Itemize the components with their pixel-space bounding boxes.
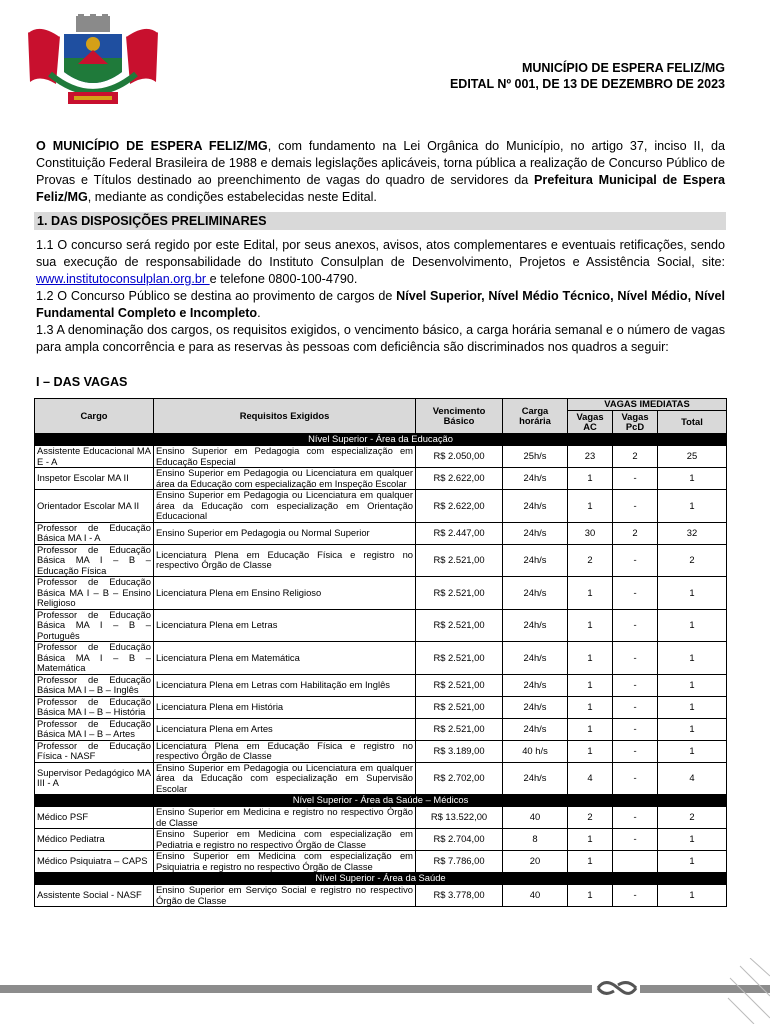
cell-cargo: Professor de Educação Básica MA I – B – Educação Física xyxy=(35,544,154,577)
cell-vagas-pcd: - xyxy=(613,740,658,762)
cell-requisitos: Ensino Superior em Pedagogia com especialização em Educação Especial xyxy=(154,446,416,468)
cell-requisitos: Licenciatura Plena em Educação Física e registro no respectivo Órgão de Classe xyxy=(154,544,416,577)
cell-total: 1 xyxy=(658,718,727,740)
cell-carga: 24h/s xyxy=(503,718,568,740)
chain-link-icon xyxy=(592,975,640,1001)
header-vagas-pcd: Vagas PcD xyxy=(613,411,658,434)
cell-carga: 20 xyxy=(503,851,568,873)
cell-requisitos: Ensino Superior em Pedagogia ou Licenciatura em qualquer área da Educação com especialização em Orientação Educacional xyxy=(154,490,416,523)
cell-requisitos: Licenciatura Plena em História xyxy=(154,696,416,718)
cell-vencimento: R$ 2.521,00 xyxy=(416,642,503,675)
cell-requisitos: Ensino Superior em Medicina e registro no respectivo Órgão de Classe xyxy=(154,807,416,829)
cell-vagas-pcd: - xyxy=(613,829,658,851)
cell-vagas-pcd: - xyxy=(613,468,658,490)
cell-vencimento: R$ 7.786,00 xyxy=(416,851,503,873)
cell-requisitos: Ensino Superior em Pedagogia ou Licenciatura em qualquer área da Educação com especialização em Supervisão Escolar xyxy=(154,762,416,795)
table-row xyxy=(35,740,727,762)
cell-total: 2 xyxy=(658,807,727,829)
table-row xyxy=(35,642,727,675)
cell-vagas-ac: 23 xyxy=(568,446,613,468)
table-row xyxy=(35,718,727,740)
section-title: 1. DAS DISPOSIÇÕES PRELIMINARES xyxy=(34,212,726,230)
cell-requisitos: Licenciatura Plena em Matemática xyxy=(154,642,416,675)
table-row xyxy=(35,468,727,490)
consulplan-link[interactable]: www.institutoconsulplan.org.br xyxy=(36,272,210,286)
cell-vagas-ac: 1 xyxy=(568,740,613,762)
cell-vagas-ac: 4 xyxy=(568,762,613,795)
cell-vencimento: R$ 13.522,00 xyxy=(416,807,503,829)
cell-carga: 24h/s xyxy=(503,674,568,696)
cell-vagas-pcd: - xyxy=(613,885,658,907)
cell-vagas-pcd: - xyxy=(613,762,658,795)
cell-cargo: Professor de Educação Física - NASF xyxy=(35,740,154,762)
cell-vagas-ac: 1 xyxy=(568,829,613,851)
cell-vencimento: R$ 2.521,00 xyxy=(416,718,503,740)
cell-vagas-ac: 1 xyxy=(568,851,613,873)
table-body xyxy=(35,434,727,907)
cell-vencimento: R$ 3.778,00 xyxy=(416,885,503,907)
cell-vagas-ac: 2 xyxy=(568,807,613,829)
header-vencimento: Vencimento Básico xyxy=(416,399,503,434)
cell-requisitos: Licenciatura Plena em Letras com Habilitação em Inglês xyxy=(154,674,416,696)
intro-text2: , mediante as condições estabelecidas neste Edital. xyxy=(87,190,377,204)
intro-bold-prefeitura: Prefeitura Municipal de Espera Feliz/MG xyxy=(36,173,725,204)
cell-vencimento: R$ 2.521,00 xyxy=(416,609,503,642)
table-row xyxy=(35,522,727,544)
table-row xyxy=(35,609,727,642)
cell-vagas-ac: 1 xyxy=(568,642,613,675)
cell-vagas-pcd: - xyxy=(613,577,658,610)
section-header-label: Nível Superior - Área da Saúde – Médicos xyxy=(35,795,727,807)
header-municipio: MUNICÍPIO xyxy=(521,61,588,75)
cell-cargo: Professor de Educação Básica MA I – B – História xyxy=(35,696,154,718)
cell-requisitos: Licenciatura Plena em Letras xyxy=(154,609,416,642)
paragraph-1-2 xyxy=(36,288,725,322)
cell-vagas-ac: 1 xyxy=(568,577,613,610)
cell-vencimento: R$ 2.521,00 xyxy=(416,696,503,718)
cell-carga: 40 xyxy=(503,885,568,907)
cell-cargo: Médico Pediatra xyxy=(35,829,154,851)
cell-total: 2 xyxy=(658,544,727,577)
cell-total: 25 xyxy=(658,446,727,468)
p12-end: . xyxy=(257,306,261,320)
cell-carga: 40 h/s xyxy=(503,740,568,762)
cell-total: 1 xyxy=(658,696,727,718)
table-row xyxy=(35,696,727,718)
p12-text: 1.2 O Concurso Público se destina ao provimento de cargos de xyxy=(36,289,397,303)
edital-number: EDITAL Nº 001, DE 13 DE DEZEMBRO DE 2023 xyxy=(449,77,725,91)
cell-vagas-pcd: - xyxy=(613,642,658,675)
cell-vencimento: R$ 2.447,00 xyxy=(416,522,503,544)
cell-vencimento: R$ 2.521,00 xyxy=(416,544,503,577)
cell-vencimento: R$ 2.521,00 xyxy=(416,674,503,696)
cell-vagas-pcd: 2 xyxy=(613,446,658,468)
cell-requisitos: Licenciatura Plena em Artes xyxy=(154,718,416,740)
cell-total: 1 xyxy=(658,609,727,642)
intro-bold-municipio: O MUNICÍPIO DE ESPERA FELIZ/MG xyxy=(36,139,268,153)
cell-vagas-pcd: - xyxy=(613,696,658,718)
cell-cargo: Assistente Educacional MA E - A xyxy=(35,446,154,468)
paragraph-1-1 xyxy=(36,237,725,288)
cell-carga: 24h/s xyxy=(503,522,568,544)
cell-requisitos: Licenciatura Plena em Ensino Religioso xyxy=(154,577,416,610)
cell-requisitos: Ensino Superior em Pedagogia ou Normal Superior xyxy=(154,522,416,544)
table-row xyxy=(35,446,727,468)
cell-vagas-ac: 1 xyxy=(568,609,613,642)
table-row xyxy=(35,762,727,795)
cell-vagas-ac: 30 xyxy=(568,522,613,544)
cell-vagas-pcd: - xyxy=(613,544,658,577)
cell-cargo: Professor de Educação Básica MA I – B – Ensino Religioso xyxy=(35,577,154,610)
cell-total: 1 xyxy=(658,468,727,490)
cell-cargo: Inspetor Escolar MA II xyxy=(35,468,154,490)
table-row xyxy=(35,674,727,696)
cell-requisitos: Ensino Superior em Pedagogia ou Licenciatura em qualquer área da Educação com especialização em Inspeção Escolar xyxy=(154,468,416,490)
coat-of-arms-icon xyxy=(20,14,166,110)
cell-requisitos: Ensino Superior em Serviço Social e registro no respectivo Órgão de Classe xyxy=(154,885,416,907)
cell-vagas-pcd: - xyxy=(613,609,658,642)
cell-carga: 24h/s xyxy=(503,696,568,718)
intro-text1: , com fundamento na Lei Orgânica do Município, no artigo 37, inciso II, da Constituição Federal Brasileira de 1988 e demais legislações aplicáveis, torna pública a realização de Concurso Público de Provas e Títulos destinado ao preenchimento de vagas do quadro de servidores da xyxy=(36,139,725,187)
cell-vagas-pcd: - xyxy=(613,807,658,829)
cell-total: 1 xyxy=(658,851,727,873)
cell-carga: 8 xyxy=(503,829,568,851)
cell-carga: 24h/s xyxy=(503,544,568,577)
paragraph-1-3: 1.3 A denominação dos cargos, os requisitos exigidos, o vencimento básico, a carga horária semanal e o número de vagas para ampla concorrência e para as reservas às pessoas com deficiência são discriminados nos quadros a seguir: xyxy=(36,323,725,354)
section-header-label: Nível Superior - Área da Saúde xyxy=(35,873,727,885)
table-row xyxy=(35,807,727,829)
cell-total: 32 xyxy=(658,522,727,544)
cell-vencimento: R$ 2.622,00 xyxy=(416,490,503,523)
cell-total: 1 xyxy=(658,740,727,762)
cell-total: 1 xyxy=(658,885,727,907)
table-row xyxy=(35,490,727,523)
header-vagas-ac: Vagas AC xyxy=(568,411,613,434)
cell-cargo: Professor de Educação Básica MA I - A xyxy=(35,522,154,544)
cell-requisitos: Ensino Superior em Medicina com especialização em Pediatria e registro no respectivo Órgão de Classe xyxy=(154,829,416,851)
table-section-header xyxy=(35,795,727,807)
cell-carga: 24h/s xyxy=(503,762,568,795)
vagas-title: I – DAS VAGAS xyxy=(36,375,128,389)
cell-vagas-pcd xyxy=(613,851,658,873)
cell-cargo: Assistente Social - NASF xyxy=(35,885,154,907)
cell-total: 1 xyxy=(658,490,727,523)
document-header xyxy=(450,60,725,92)
p11-phone: e telefone 0800-100-4790. xyxy=(209,272,358,286)
cell-carga: 24h/s xyxy=(503,468,568,490)
cell-vagas-ac: 1 xyxy=(568,885,613,907)
p11-text: 1.1 O concurso será regido por este Edital, por seus anexos, avisos, atos complementares e eventuais retificações, sendo sua execução de responsabilidade do Instituto Consulplan de Desenvolvimento, Projetos e Assistência Social, site: xyxy=(36,238,725,269)
cell-cargo: Professor de Educação Básica MA I – B – Matemática xyxy=(35,642,154,675)
cell-vencimento: R$ 3.189,00 xyxy=(416,740,503,762)
cell-cargo: Médico Psiquiatra – CAPS xyxy=(35,851,154,873)
vagas-table xyxy=(34,398,727,907)
cell-vagas-pcd: - xyxy=(613,718,658,740)
header-cargo: Cargo xyxy=(35,399,154,434)
cell-vagas-pcd: - xyxy=(613,490,658,523)
header-total: Total xyxy=(658,411,727,434)
page-corner-decoration-icon xyxy=(710,958,770,1024)
header-vagas-imediatas: VAGAS IMEDIATAS xyxy=(568,399,727,411)
table-row xyxy=(35,544,727,577)
cell-total: 1 xyxy=(658,829,727,851)
cell-vagas-ac: 2 xyxy=(568,544,613,577)
cell-vagas-pcd: - xyxy=(613,674,658,696)
cell-vencimento: R$ 2.702,00 xyxy=(416,762,503,795)
cell-cargo: Supervisor Pedagógico MA III - A xyxy=(35,762,154,795)
cell-cargo: Professor de Educação Básica MA I – B – Artes xyxy=(35,718,154,740)
header-municipio-rest: DE ESPERA FELIZ/MG xyxy=(587,61,725,75)
header-carga: Carga horária xyxy=(503,399,568,434)
cell-vagas-ac: 1 xyxy=(568,696,613,718)
cell-vagas-ac: 1 xyxy=(568,468,613,490)
cell-vencimento: R$ 2.521,00 xyxy=(416,577,503,610)
cell-cargo: Professor de Educação Básica MA I – B – Português xyxy=(35,609,154,642)
cell-vagas-ac: 1 xyxy=(568,674,613,696)
cell-carga: 24h/s xyxy=(503,609,568,642)
cell-cargo: Orientador Escolar MA II xyxy=(35,490,154,523)
cell-carga: 24h/s xyxy=(503,642,568,675)
table-row xyxy=(35,829,727,851)
cell-carga: 24h/s xyxy=(503,577,568,610)
cell-vencimento: R$ 2.622,00 xyxy=(416,468,503,490)
footer-bar xyxy=(0,985,770,993)
cell-carga: 25h/s xyxy=(503,446,568,468)
table-row xyxy=(35,851,727,873)
cell-vencimento: R$ 2.050,00 xyxy=(416,446,503,468)
table-row xyxy=(35,885,727,907)
header-requisitos: Requisitos Exigidos xyxy=(154,399,416,434)
section1-body xyxy=(36,237,725,356)
cell-vagas-ac: 1 xyxy=(568,718,613,740)
cell-vagas-ac: 1 xyxy=(568,490,613,523)
table-row xyxy=(35,577,727,610)
cell-cargo: Professor de Educação Básica MA I – B – Inglês xyxy=(35,674,154,696)
cell-requisitos: Ensino Superior em Medicina com especialização em Psiquiatria e registro no respectivo Órgão de Classe xyxy=(154,851,416,873)
cell-total: 4 xyxy=(658,762,727,795)
cell-vagas-pcd: 2 xyxy=(613,522,658,544)
table-section-header xyxy=(35,873,727,885)
cell-total: 1 xyxy=(658,642,727,675)
cell-total: 1 xyxy=(658,577,727,610)
cell-vencimento: R$ 2.704,00 xyxy=(416,829,503,851)
p12-bold: Nível Superior, Nível Médio Técnico, Nível Médio, Nível Fundamental Completo e Incompleto xyxy=(36,289,725,320)
cell-requisitos: Licenciatura Plena em Educação Física e registro no respectivo Órgão de Classe xyxy=(154,740,416,762)
section-header-label: Nível Superior - Área da Educação xyxy=(35,434,727,446)
intro-paragraph xyxy=(36,138,725,206)
cell-cargo: Médico PSF xyxy=(35,807,154,829)
cell-carga: 24h/s xyxy=(503,490,568,523)
table-section-header xyxy=(35,434,727,446)
cell-carga: 40 xyxy=(503,807,568,829)
cell-total: 1 xyxy=(658,674,727,696)
